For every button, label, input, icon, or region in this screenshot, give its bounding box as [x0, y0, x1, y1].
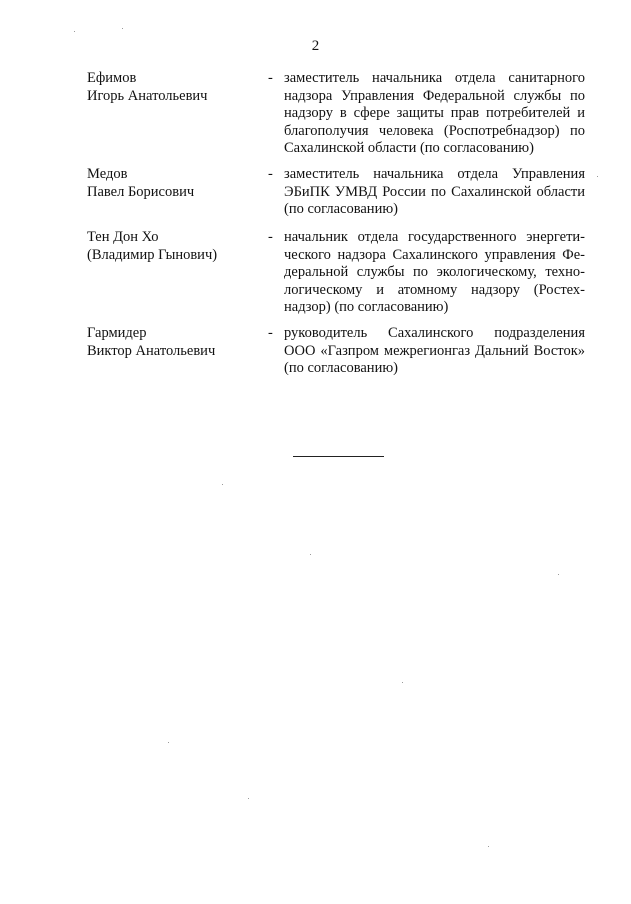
position-line: благополучия человека (Роспотребнадзор) по: [284, 122, 585, 139]
member-surname: Гармидер: [87, 325, 147, 341]
scan-speck: [558, 574, 559, 575]
position-line: начальник отдела государственного энергети-: [284, 229, 585, 245]
end-of-list-rule: [293, 456, 384, 457]
scan-speck: [222, 484, 223, 485]
position-line: деральной службы по экологическому, техно-: [284, 264, 585, 280]
scan-speck: [488, 846, 489, 847]
separator-dash: -: [268, 229, 273, 245]
scan-speck: [597, 176, 598, 177]
member-name: [87, 166, 267, 201]
position-line: (по согласованию): [284, 201, 398, 217]
member-given-names: Виктор Анатольевич: [87, 342, 216, 359]
member-position: [284, 229, 585, 317]
position-line: надзора Управления Федеральной службы по: [284, 87, 585, 104]
member-position: [284, 166, 585, 219]
scan-speck: [122, 28, 123, 29]
member-position: [284, 70, 585, 158]
position-line: логическому и атомному надзору (Ростех-: [284, 281, 585, 298]
scan-speck: [168, 742, 169, 743]
member-surname: Ефимов: [87, 70, 137, 86]
position-line: (по согласованию): [284, 360, 398, 376]
scan-speck: [74, 31, 75, 32]
member-name: [87, 325, 267, 360]
position-line: надзор) (по согласованию): [284, 299, 449, 315]
member-given-names: Павел Борисович: [87, 183, 195, 200]
member-given-names: Игорь Анатольевич: [87, 87, 208, 104]
scan-speck: [310, 554, 311, 555]
separator-dash: -: [268, 166, 273, 182]
page-number: 2: [311, 38, 320, 54]
position-line: ческого надзора Сахалинского управления Фе-: [284, 246, 585, 263]
member-surname: Тен Дон Хо: [87, 229, 159, 245]
separator-dash: -: [268, 70, 273, 86]
scan-speck: [402, 682, 403, 683]
member-given-names: (Владимир Гынович): [87, 246, 218, 263]
scan-speck: [248, 798, 249, 799]
member-name: [87, 70, 267, 105]
member-surname: Медов: [87, 166, 128, 182]
position-line: ООО «Газпром межрегионгаз Дальний Восток»: [284, 342, 585, 359]
position-line: надзору в сфере защиты прав потребителей и: [284, 105, 585, 121]
position-line: заместитель начальника отдела Управления: [284, 166, 585, 182]
position-line: руководитель Сахалинского подразделения: [284, 325, 585, 341]
member-position: [284, 325, 585, 378]
position-line: заместитель начальника отдела санитарного: [284, 70, 585, 86]
separator-dash: -: [268, 325, 273, 341]
position-line: ЭБиПК УМВД России по Сахалинской области: [284, 183, 585, 200]
position-line: Сахалинской области (по согласованию): [284, 140, 534, 156]
member-name: [87, 229, 267, 264]
